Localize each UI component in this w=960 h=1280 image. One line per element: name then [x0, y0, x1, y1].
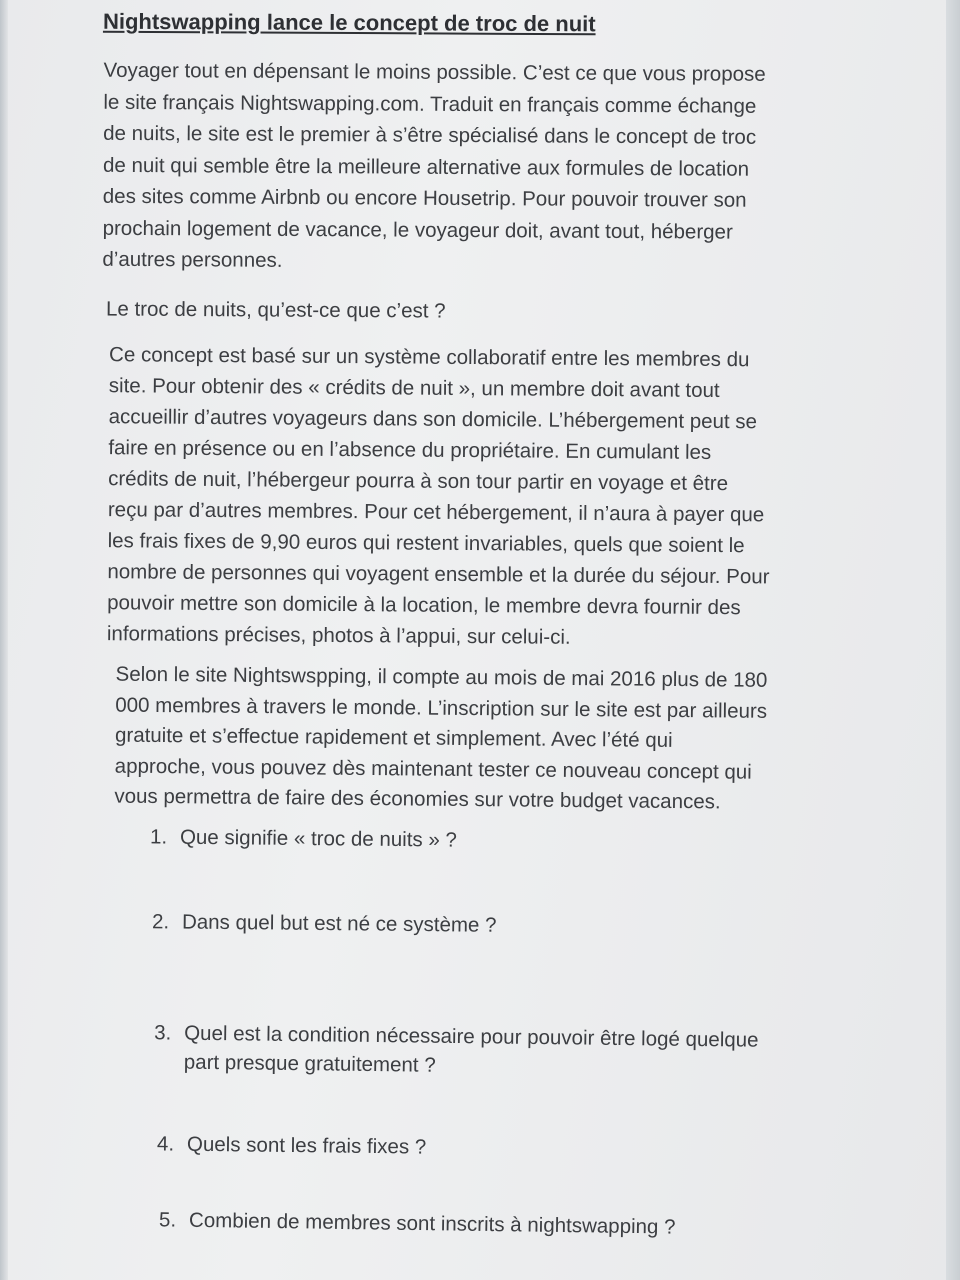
question-text: Quel est la condition nécessaire pour pouvoir être logé quelque part presque gratuitement ?: [183, 1021, 759, 1077]
question-item: [154, 1018, 759, 1083]
question-item: [152, 907, 497, 940]
page-edge-left: [0, 0, 8, 1280]
intro-paragraph: Voyager tout en dépensant le moins possible. C’est ce que vous propose le site français Nightswapping.com. Traduit en français comme échange de nuits, le site est le premier à s’être spécialisé dans le concept de troc de nuit qui semble être la meilleure alternative aux formules de location des sites comme Airbnb ou encore Housetrip. Pour pouvoir trouver son prochain logement de vacance, le voyageur doit, avant tout, héberger d’autres personnes.: [102, 58, 766, 272]
members-paragraph: Selon le site Nightswspping, il compte au mois de mai 2016 plus de 180 000 membres à travers le monde. L’inscription sur le site est par ailleurs gratuite et s’effectue rapidement et simplement. Avec l’été qui approche, vous pouvez dès maintenant tester ce nouveau concept qui vous permettra de faire des économies sur votre budget vacances.: [114, 662, 768, 814]
question-text: Que signifie « troc de nuits » ?: [179, 825, 458, 852]
document-title: Nightswapping lance le concept de troc de nuit: [102, 8, 596, 37]
page-edge-right: [946, 0, 960, 1280]
question-number: 5.: [158, 1208, 177, 1232]
question-item: [159, 1205, 676, 1241]
question-item: [150, 822, 457, 854]
question-number: 1.: [149, 825, 168, 849]
question-item: [157, 1129, 427, 1161]
question-number: 2.: [151, 910, 170, 934]
question-text: Combien de membres sont inscrits à nightswapping ?: [188, 1208, 676, 1239]
question-text: Dans quel but est né ce système ?: [181, 910, 497, 937]
concept-paragraph: Ce concept est basé sur un système collaboratif entre les membres du site. Pour obtenir des « crédits de nuit », un membre doit avant tout accueillir d’autres voyageurs dans son domicile. L’hébergement peut se faire en présence ou en l’absence du propriétaire. En cumulant les crédits de nuit, l’hébergeur pourra à son tour partir en voyage et être reçu par d’autres membres. Pour cet hébergement, il n’aura à payer que les frais fixes de 9,90 euros qui restent invariables, quels que soient le nombre de personnes qui voyagent ensemble et la durée du séjour. Pour pouvoir mettre son domicile à la location, le membre devra fournir des informations précises, photos à l’appui, sur celui-ci.: [106, 343, 770, 649]
question-number: 3.: [154, 1021, 172, 1045]
question-number: 4.: [156, 1132, 175, 1156]
section-heading: Le troc de nuits, qu’est-ce que c’est ?: [105, 297, 446, 323]
question-text: Quels sont les frais fixes ?: [186, 1132, 427, 1159]
